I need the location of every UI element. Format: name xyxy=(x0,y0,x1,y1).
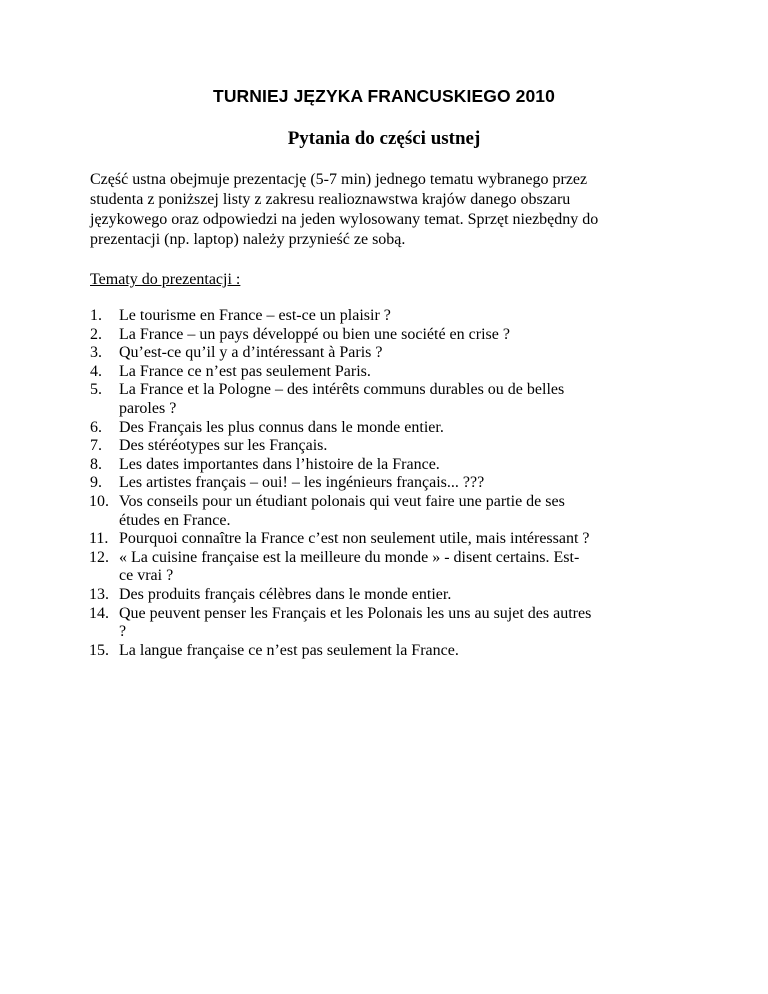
intro-line: językowego oraz odpowiedzi na jeden wylosowany temat. Sprzęt niezbędny do xyxy=(90,211,599,228)
topic-number: 11. xyxy=(89,530,109,548)
topic-text: La France et la Pologne – des intérêts communs durables ou de belles xyxy=(119,381,565,399)
topic-number: 9. xyxy=(90,474,102,492)
topic-text: Qu’est-ce qu’il y a d’intéressant à Paris ? xyxy=(119,344,383,362)
topic-text: Pourquoi connaître la France c’est non seulement utile, mais intéressant ? xyxy=(119,530,590,548)
topic-item xyxy=(90,326,690,345)
topic-text: Des produits français célèbres dans le monde entier. xyxy=(119,585,452,603)
topic-item xyxy=(90,419,690,438)
topic-number: 1. xyxy=(90,307,102,324)
topic-item xyxy=(90,549,690,586)
topic-text: Vos conseils pour un étudiant polonais qui veut faire une partie de ses xyxy=(119,492,565,510)
intro-line: studenta z poniższej listy z zakresu realioznawstwa krajów danego obszaru xyxy=(90,191,571,208)
topic-number: 10. xyxy=(89,492,109,510)
topic-text: « La cuisine française est la meilleure du monde » - disent certains. Est- xyxy=(119,548,580,566)
topic-text: Le tourisme en France – est-ce un plaisir ? xyxy=(119,307,391,324)
topic-item xyxy=(90,605,690,642)
topic-item xyxy=(90,586,690,605)
topic-number: 7. xyxy=(90,437,102,455)
document-subtitle: Pytania do części ustnej xyxy=(287,128,481,149)
topics-heading: Tematy do prezentacji : xyxy=(90,271,241,288)
topic-number: 14. xyxy=(89,604,109,622)
topic-number: 8. xyxy=(90,455,102,473)
intro-line: prezentacji (np. laptop) należy przynieść ze sobą. xyxy=(90,231,406,248)
topic-text: Des stéréotypes sur les Français. xyxy=(119,437,328,455)
topic-number: 5. xyxy=(90,381,102,399)
topic-text: La France ce n’est pas seulement Paris. xyxy=(119,362,371,380)
topic-text: ce vrai ? xyxy=(119,567,174,585)
topic-item xyxy=(90,344,690,363)
topic-number: 2. xyxy=(90,325,102,343)
topic-item xyxy=(90,381,690,418)
intro-paragraph xyxy=(90,170,690,250)
topic-number: 3. xyxy=(90,344,102,362)
topic-text: ? xyxy=(119,623,127,641)
topic-text: Les dates importantes dans l’histoire de la France. xyxy=(119,455,440,473)
topic-item xyxy=(90,307,690,326)
topic-list xyxy=(90,307,690,660)
topic-number: 13. xyxy=(89,585,109,603)
topic-number: 12. xyxy=(89,548,109,566)
topic-text: Des Français les plus connus dans le monde entier. xyxy=(119,418,444,436)
topic-text: Les artistes français – oui! – les ingénieurs français... ??? xyxy=(119,474,485,492)
topic-text: Que peuvent penser les Français et les Polonais les uns au sujet des autres xyxy=(119,604,592,622)
document-title: TURNIEJ JĘZYKA FRANCUSKIEGO 2010 xyxy=(213,86,555,106)
topic-number: 6. xyxy=(90,418,102,436)
topic-item xyxy=(90,474,690,493)
topic-item xyxy=(90,456,690,475)
topic-item xyxy=(90,642,690,661)
topic-item xyxy=(90,530,690,549)
intro-line: Część ustna obejmuje prezentację (5-7 min) jednego tematu wybranego przez xyxy=(90,171,588,188)
topic-number: 4. xyxy=(90,362,102,380)
topic-item xyxy=(90,363,690,382)
topic-item xyxy=(90,493,690,530)
topic-text: La langue française ce n’est pas seulement la France. xyxy=(119,641,459,659)
topic-text: études en France. xyxy=(119,511,231,529)
topic-text: paroles ? xyxy=(119,399,177,417)
topic-text: La France – un pays développé ou bien une société en crise ? xyxy=(119,325,510,343)
topic-number: 15. xyxy=(89,641,109,659)
topic-item xyxy=(90,437,690,456)
